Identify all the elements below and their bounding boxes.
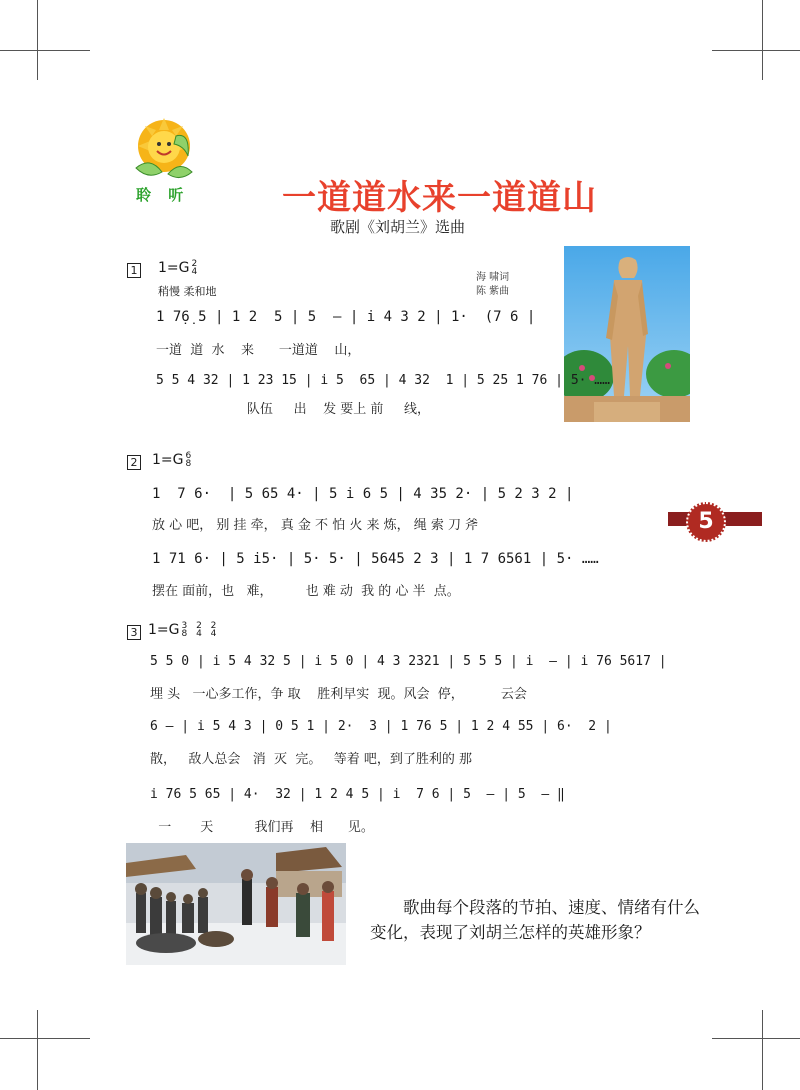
- time-bottom: 4: [191, 267, 198, 277]
- key-signature: [158, 260, 197, 276]
- notation-line: i 76 5 65 | 4· 32 | 1 2 4 5 | i 7 6 | 5 — | 5 — ‖: [150, 787, 565, 802]
- lyric-line: 放 心 吧， 别 挂 牵， 真 金 不 怕 火 来 炼， 绳 索 刀 斧: [152, 518, 479, 533]
- time-bottom: 8: [185, 459, 192, 469]
- key-signature: [148, 622, 219, 638]
- song-subtitle: 歌剧《刘胡兰》选曲: [330, 218, 466, 236]
- time-tops: 3 2 2: [181, 621, 220, 631]
- execution-scene-painting: [126, 843, 346, 965]
- lyric-line: 一 天 我们再 相 见。: [150, 820, 374, 835]
- section-number: 1: [127, 263, 141, 278]
- notation-line: 6 — | i 5 4 3 | 0 5 1 | 2· 3 | 1 76 5 | 1 2 4 55 | 6· 2 |: [150, 719, 612, 734]
- crop-mark: [712, 1038, 800, 1039]
- composer-credit: 陈 紫曲: [476, 286, 510, 297]
- lyric-line: 埋 头 一心多工作，争 取 胜利早实 现。风会 停， 云会: [150, 687, 527, 702]
- notation-line: 1 7̣6̣ 5 | 1 2 5 | 5 — | i 4 3 2 | 1· (7 6 |: [156, 309, 536, 325]
- time-top: 2: [191, 259, 198, 269]
- key-label: 1=G: [158, 260, 190, 276]
- sunflower-icon: [128, 116, 200, 188]
- crop-mark: [37, 0, 38, 80]
- notation-line: 1 7 6· | 5 65 4· | 5 i 6 5 | 4 35 2· | 5 2 3 2 |: [152, 486, 574, 502]
- lyric-line: 一道 道 水 来 一道道 山，: [156, 343, 361, 358]
- lyricist-credit: 海 啸词: [476, 272, 510, 283]
- listen-badge-label: 聆 听: [136, 186, 190, 204]
- notation-line: 1 71 6· | 5 i5· | 5· 5· | 5645 2 3 | 1 7 6561 | 5· ……: [152, 551, 599, 567]
- crop-mark: [712, 50, 800, 51]
- section-number: 2: [127, 455, 141, 470]
- time-signature: [182, 622, 220, 638]
- time-top: 6: [185, 451, 192, 461]
- lyric-line: 队伍 出 发 要上 前 线，: [156, 402, 431, 417]
- chapter-number-badge: 5: [686, 502, 726, 542]
- key-label: 1=G: [152, 452, 184, 468]
- crop-mark: [762, 1010, 763, 1090]
- statue-photo: [564, 246, 690, 422]
- song-title: 一道道水来一道道山: [282, 178, 597, 218]
- crop-mark: [0, 50, 90, 51]
- notation-line: 5 5 0 | i 5 4 32 5 | i 5 0 | 4 3 2321 | 5 5 5 | i — | i 76 5617 |: [150, 654, 667, 669]
- key-label: 1=G: [148, 622, 180, 638]
- discussion-question: 歌曲每个段落的节拍、速度、情绪有什么变化，表现了刘胡兰怎样的英雄形象？: [370, 898, 700, 942]
- time-signature: [192, 260, 198, 276]
- crop-mark: [37, 1010, 38, 1090]
- crop-mark: [762, 0, 763, 80]
- notation-line: 5 5 4 32 | 1 23 15 | i 5 65 | 4 32 1 | 5 25 1 76 | 5· ……: [156, 373, 610, 388]
- tempo-marking: 稍慢 柔和地: [158, 285, 217, 298]
- time-bottoms: 8 4 4: [181, 629, 220, 639]
- key-signature: [152, 452, 191, 468]
- lyric-line: 摆在 面前，也 难， 也 难 动 我 的 心 半 点。: [152, 584, 460, 599]
- time-signature: [186, 452, 192, 468]
- lyric-line: 散， 敌人总会 消 灭 完。 等着 吧，到了胜利的 那: [150, 752, 472, 767]
- section-number: 3: [127, 625, 141, 640]
- crop-mark: [0, 1038, 90, 1039]
